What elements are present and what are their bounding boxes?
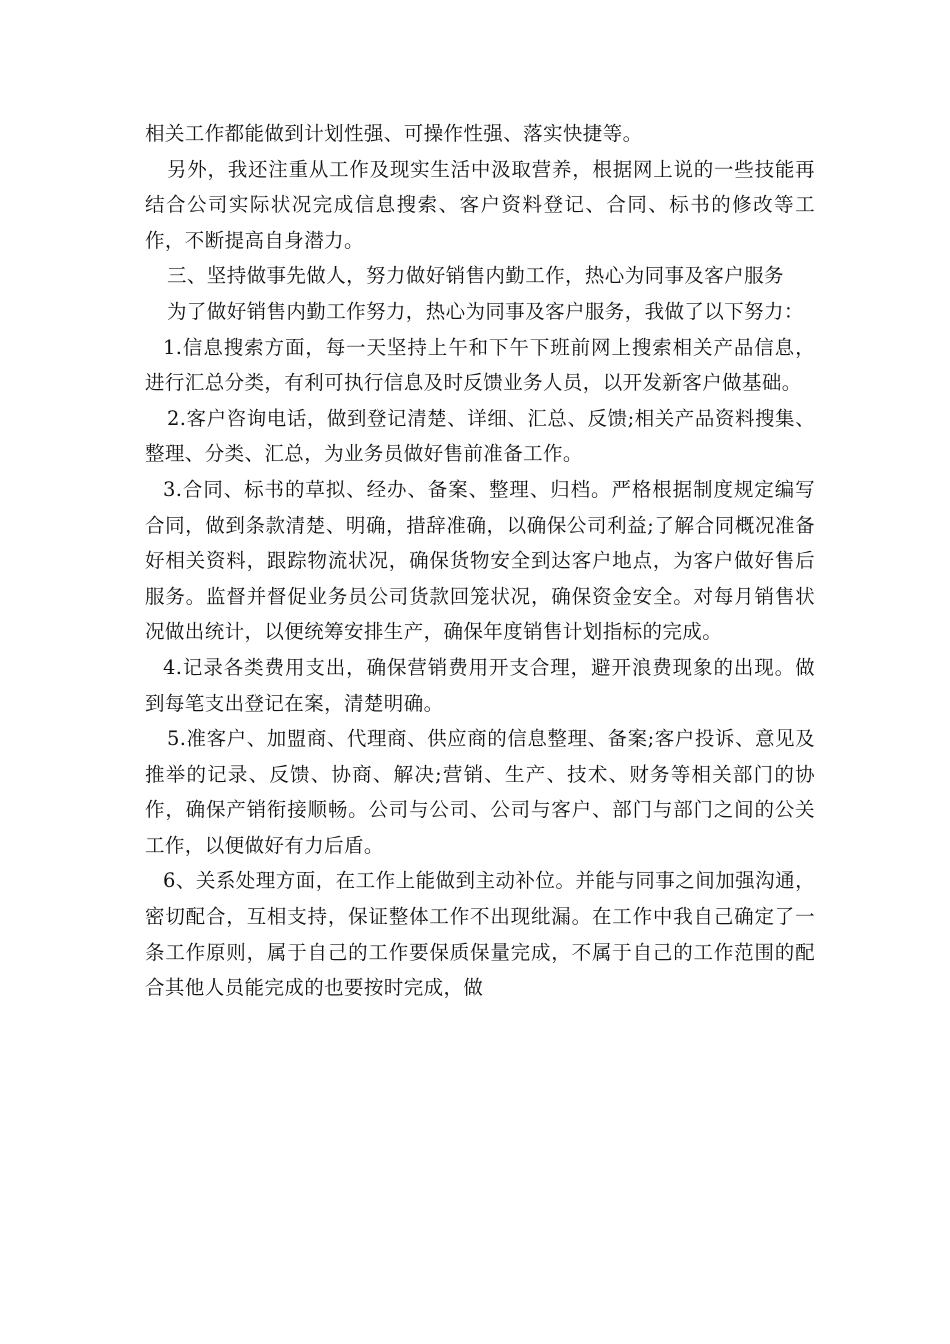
paragraph-efforts-intro: 为了做好销售内勤工作努力，热心为同事及客户服务，我做了以下努力： [167, 299, 804, 323]
list-item-2: 2.客户咨询电话，做到登记清楚、详细、汇总、反馈;相关产品资料搜集、整理、分类、汇总，为业务员做好售前准备工作。 [145, 406, 815, 466]
list-item-5: 5.准客户、加盟商、代理商、供应商的信息整理、备案;客户投诉、意见及推举的记录、反馈、协商、解决;营销、生产、技术、财务等相关部门的协作，确保产销衔接顺畅。公司与公司、公司与客户、部门与部门之间的公关工作，以便做好有力后盾。 [145, 727, 815, 857]
list-item-3: 3.合同、标书的草拟、经办、备案、整理、归档。严格根据制度规定编写合同，做到条款清楚、明确，措辞准确，以确保公司利益;了解合同概况准备好相关资料，跟踪物流状况，确保货物安全到达客户地点，为客户做好售后服务。监督并督促业务员公司货款回笼状况，确保资金安全。对每月销售状况做出统计，以便统筹安排生产，确保年度销售计划指标的完成。 [145, 477, 815, 644]
list-item-6: 6、关系处理方面，在工作上能做到主动补位。并能与同事之间加强沟通，密切配合，互相支持，保证整体工作不出现纰漏。在工作中我自己确定了一条工作原则，属于自己的工作要保质保量完成，不属于自己的工作范围的配合其他人员能完成的也要按时完成，做 [145, 869, 815, 1000]
document-body [145, 116, 815, 1006]
section-heading-three: 三、坚持做事先做人，努力做好销售内勤工作，热心为同事及客户服务 [167, 264, 784, 288]
list-item-4: 4.记录各类费用支出，确保营销费用开支合理，避开浪费现象的出现。做到每笔支出登记在案，清楚明确。 [145, 655, 815, 715]
paragraph-learning: 另外，我还注重从工作及现实生活中汲取营养，根据网上说的一些技能再结合公司实际状况完成信息搜索、客户资料登记、合同、标书的修改等工作，不断提高自身潜力。 [145, 157, 815, 252]
paragraph-continuation: 相关工作都能做到计划性强、可操作性强、落实快捷等。 [145, 122, 643, 145]
list-item-1: 1.信息搜索方面，每一天坚持上午和下午下班前网上搜索相关产品信息，进行汇总分类，有利可执行信息及时反馈业务人员，以开发新客户做基础。 [145, 335, 815, 395]
